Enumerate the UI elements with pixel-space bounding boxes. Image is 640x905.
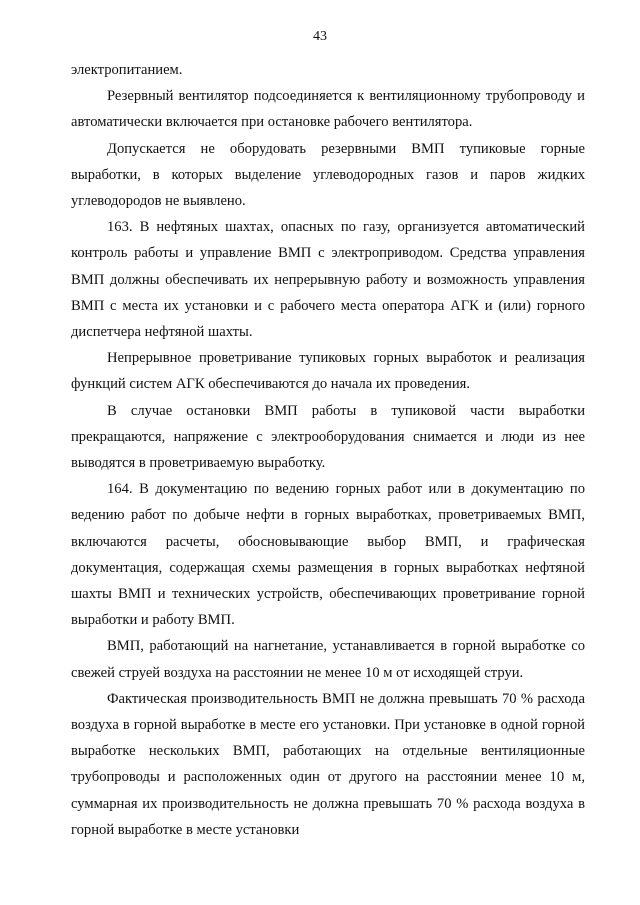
paragraph-9: Фактическая производительность ВМП не должна превышать 70 % расхода воздуха в горной выработке в месте его установки. При установке в одной горной выработке нескольких ВМП, работающих на отдельные вентиляционные трубопроводы и расположенных один от другого на расстоянии менее 10 м, суммарная их производительность не должна превышать 70 % расхода воздуха в горной выработке в месте установки (71, 690, 585, 838)
page-number: 43 (313, 29, 327, 44)
paragraph-4: 163. В нефтяных шахтах, опасных по газу, организуется автоматический контроль работы и управление ВМП с электроприводом. Средства управления ВМП должны обеспечивать их непрерывную работу и возможность управления ВМП с места их установки и с рабочего места оператора АГК и (или) горного диспетчера нефтяной шахты. (71, 219, 585, 341)
body-text (71, 57, 585, 843)
paragraph-5: Непрерывное проветривание тупиковых горных выработок и реализация функций систем АГК обеспечиваются до начала их проведения. (71, 350, 585, 393)
paragraph-8: ВМП, работающий на нагнетание, устанавливается в горной выработке со свежей струей воздуха на расстоянии не менее 10 м от исходящей струи. (71, 638, 585, 681)
paragraph-1: электропитанием. (71, 62, 183, 78)
paragraph-2: Резервный вентилятор подсоединяется к вентиляционному трубопроводу и автоматически включается при остановке рабочего вентилятора. (71, 88, 585, 131)
paragraph-3: Допускается не оборудовать резервными ВМП тупиковые горные выработки, в которых выделение углеводородных газов и паров жидких углеводородов не выявлено. (71, 140, 585, 210)
paragraph-6: В случае остановки ВМП работы в тупиковой части выработки прекращаются, напряжение с электрооборудования снимается и люди из нее выводятся в проветриваемую выработку. (71, 402, 585, 472)
paragraph-7: 164. В документацию по ведению горных работ или в документацию по ведению работ по добыче нефти в горных выработках, проветриваемых ВМП, включаются расчеты, обосновывающие выбор ВМП, и графическая документация, содержащая схемы размещения в горных выработках нефтяной шахты ВМП и технических устройств, обеспечивающих проветривание горной выработки и работу ВМП. (71, 481, 585, 629)
